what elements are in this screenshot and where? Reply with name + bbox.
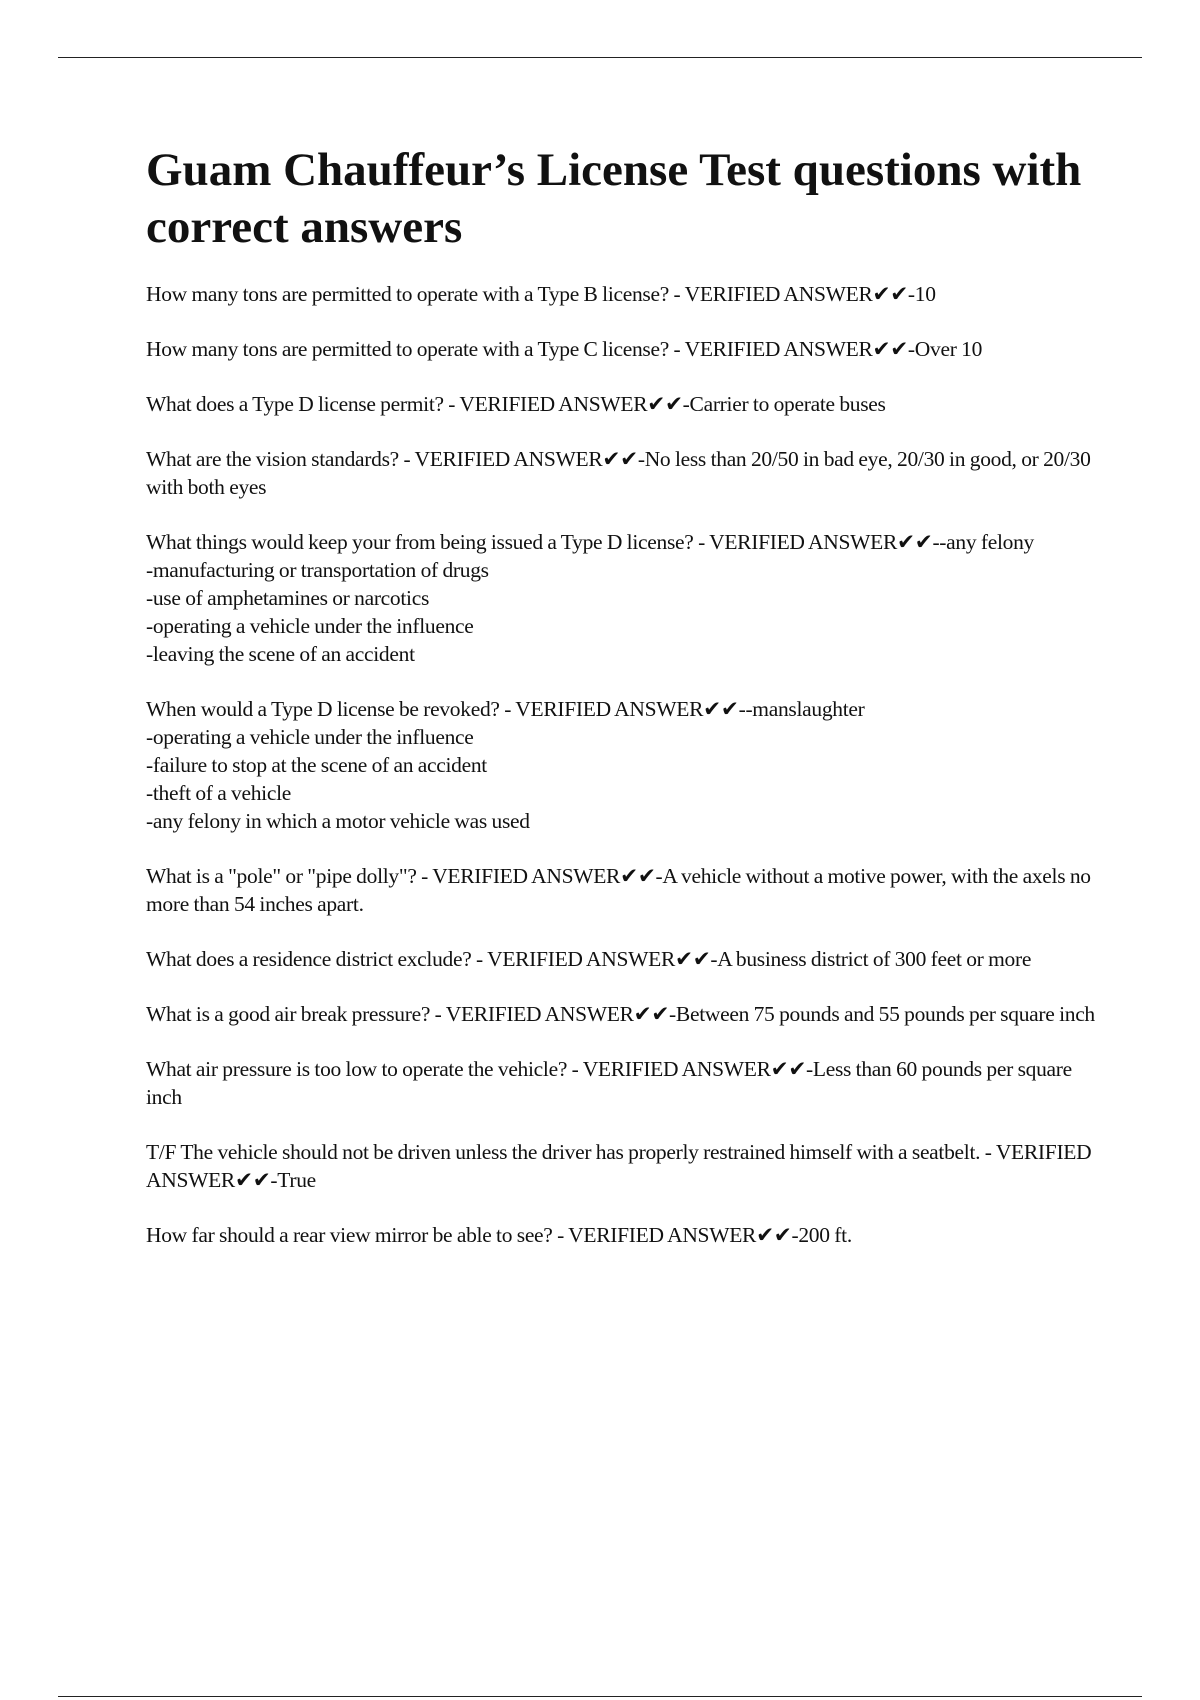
qa-item: What does a residence district exclude? - VERIFIED ANSWER✔✔-A business district of 300 feet or more <box>146 947 1032 971</box>
document-title: Guam Chauffeur’s License Test questions with correct answers <box>146 144 1082 253</box>
document-body <box>146 142 1096 1276</box>
qa-item: What is a good air break pressure? - VERIFIED ANSWER✔✔-Between 75 pounds and 55 pounds per square inch <box>146 1002 1095 1026</box>
qa-item: How far should a rear view mirror be able to see? - VERIFIED ANSWER✔✔-200 ft. <box>146 1223 852 1247</box>
qa-item: What does a Type D license permit? - VERIFIED ANSWER✔✔-Carrier to operate buses <box>146 392 886 416</box>
qa-item: What air pressure is too low to operate the vehicle? - VERIFIED ANSWER✔✔-Less than 60 pounds per square inch <box>146 1057 1072 1109</box>
header-rule <box>58 57 1142 58</box>
qa-item: T/F The vehicle should not be driven unless the driver has properly restrained himself with a seatbelt. - VERIFIED ANSWER✔✔-True <box>146 1140 1092 1192</box>
qa-item: What are the vision standards? - VERIFIED ANSWER✔✔-No less than 20/50 in bad eye, 20/30 in good, or 20/30 with both eyes <box>146 447 1091 499</box>
qa-item: How many tons are permitted to operate with a Type C license? - VERIFIED ANSWER✔✔-Over 10 <box>146 337 983 361</box>
qa-item: What is a "pole" or "pipe dolly"? - VERIFIED ANSWER✔✔-A vehicle without a motive power, with the axels no more than 54 inches apart. <box>146 864 1091 916</box>
footer-rule <box>58 1696 1142 1697</box>
qa-item: When would a Type D license be revoked? - VERIFIED ANSWER✔✔--manslaughter -operating a vehicle under the influence -failure to stop at the scene of an accident -theft of a vehicle -any felony in which a motor vehicle was used <box>146 697 865 833</box>
qa-item: How many tons are permitted to operate with a Type B license? - VERIFIED ANSWER✔✔-10 <box>146 282 936 306</box>
qa-item: What things would keep your from being issued a Type D license? - VERIFIED ANSWER✔✔--any felony -manufacturing or transportation of drugs -use of amphetamines or narcotics -operating a vehicle under the influence -leaving the scene of an accident <box>146 530 1035 666</box>
